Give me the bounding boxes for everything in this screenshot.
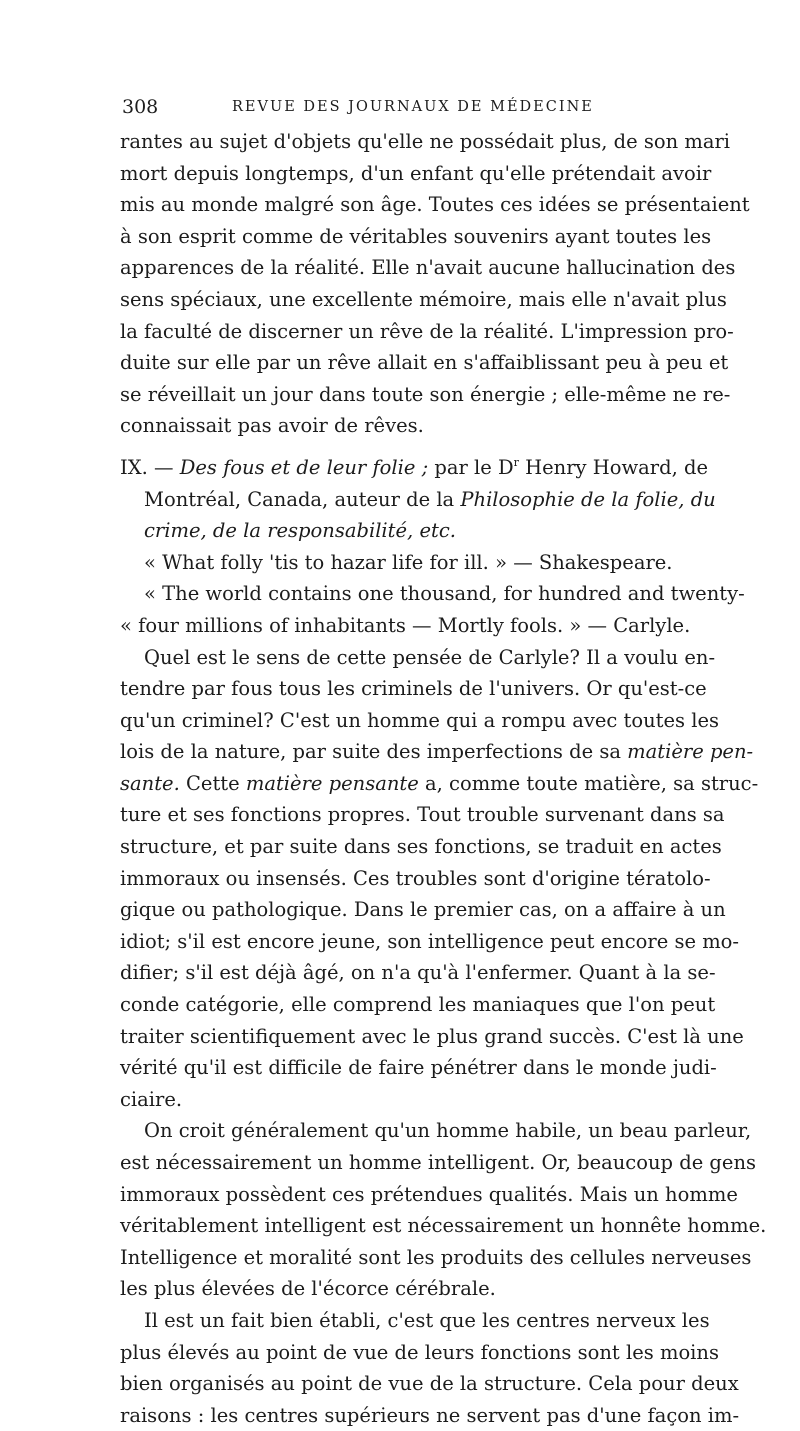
text-line: rantes au sujet d'objets qu'elle ne possédait plus, de son mari (120, 130, 731, 153)
text-line: idiot; s'il est encore jeune, son intelligence peut encore se mo- (120, 929, 740, 953)
text-span: Cette (179, 771, 246, 795)
text-line: difier; s'il est déjà âgé, on n'a qu'à l'enfermer. Quant à la se- (120, 961, 716, 985)
text-line (120, 736, 754, 768)
text-line: sens spéciaux, une excellente mémoire, mais elle n'avait plus (120, 287, 727, 311)
paragraph (120, 1115, 767, 1305)
text-line: plus élevés au point de vue de leurs fonctions sont les moins (120, 1340, 719, 1364)
text-line: tendre par fous tous les criminels de l'univers. Or qu'est-ce (120, 677, 707, 701)
text-line: raisons : les centres supérieurs ne servent pas d'une façon im- (120, 1403, 740, 1427)
text-line: ciaire. (120, 1087, 183, 1111)
page-body (120, 126, 767, 1431)
byline-author: Henry Howard, de (518, 455, 709, 479)
running-title: REVUE DES JOURNAUX DE MÉDECINE (232, 99, 594, 115)
text-line (120, 768, 759, 800)
text-line: Intelligence et moralité sont les produits des cellules nerveuses (120, 1245, 752, 1269)
text-span: a, comme toute matière, sa struc- (418, 771, 759, 795)
text-line: Il est un fait bien établi, c'est que les centres nerveux les (144, 1308, 710, 1332)
text-line: structure, et par suite dans ses fonctions, se traduit en actes (120, 835, 722, 859)
page-number: 308 (122, 96, 159, 118)
section-number: IX. — (120, 455, 180, 479)
text-line: bien organisés au point de vue de la structure. Cela pour deux (120, 1372, 739, 1396)
text-line: apparences de la réalité. Elle n'avait aucune hallucination des (120, 256, 736, 280)
paragraph-continuation (120, 126, 750, 442)
book-title-continued: crime, de la responsabilité, etc. (144, 519, 456, 543)
byline-text: Montréal, Canada, auteur de la (144, 487, 461, 511)
italic-term: matière pensante (245, 771, 419, 795)
italic-term: matière pen- (627, 740, 754, 764)
quote-line: « What folly 'tis to hazar life for ill. » — Shakespeare. (144, 550, 673, 574)
epigraph-carlyle (120, 578, 745, 641)
text-line: vérité qu'il est difficile de faire pénétrer dans le monde judi- (120, 1056, 717, 1080)
text-line: duite sur elle par un rêve allait en s'affaiblissant peu à peu et (120, 351, 729, 375)
italic-term: sante. (120, 771, 180, 795)
text-line: la faculté de discerner un rêve de la réalité. L'impression pro- (120, 319, 734, 343)
section-heading-line (120, 452, 709, 484)
text-line: qu'un criminel? C'est un homme qui a rompu avec toutes les (120, 708, 720, 732)
text-line: à son esprit comme de véritables souvenirs ayant toutes les (120, 224, 712, 248)
text-span: lois de la nature, par suite des imperfections de sa (120, 740, 628, 764)
book-title: Philosophie de la folie, du (460, 487, 716, 511)
section-heading (120, 452, 716, 547)
text-line: traiter scientifiquement avec le plus grand succès. C'est là une (120, 1024, 744, 1048)
text-line: gique ou pathologique. Dans le premier cas, on a affaire à un (120, 898, 726, 922)
text-line: connaissait pas avoir de rêves. (120, 414, 424, 438)
paragraph (120, 642, 759, 1116)
quote-line: « The world contains one thousand, for hundred and twenty- (144, 582, 745, 606)
byline-text: par le D (428, 455, 514, 479)
text-line: est nécessairement un homme intelligent. Or, beaucoup de gens (120, 1151, 757, 1174)
text-line: véritablement intelligent est nécessairement un honnête homme. (120, 1214, 767, 1238)
paragraph (120, 1305, 740, 1431)
text-line: mort depuis longtemps, d'un enfant qu'elle prétendait avoir (120, 161, 712, 185)
text-line: Quel est le sens de cette pensée de Carlyle? Il a voulu en- (144, 645, 716, 669)
section-heading-line (120, 515, 680, 547)
text-line: immoraux possèdent ces prétendues qualités. Mais un homme (120, 1182, 738, 1206)
text-line: mis au monde malgré son âge. Toutes ces idées se présentaient (120, 193, 750, 217)
text-line: On croit généralement qu'un homme habile, un beau parleur, (144, 1119, 752, 1143)
section-title: Des fous et de leur folie ; (179, 455, 429, 479)
section-heading-line (120, 484, 716, 516)
byline-superscript: r (513, 455, 519, 469)
page-header (122, 96, 682, 120)
text-line: les plus élevées de l'écorce cérébrale. (120, 1277, 496, 1301)
text-line: ture et ses fonctions propres. Tout trouble survenant dans sa (120, 803, 725, 827)
text-line: immoraux ou insensés. Ces troubles sont d'origine tératolo- (120, 866, 711, 890)
epigraph-shakespeare (120, 547, 680, 579)
quote-line: « four millions of inhabitants — Mortly fools. » — Carlyle. (120, 613, 691, 637)
text-line: se réveillait un jour dans toute son énergie ; elle-même ne re- (120, 382, 731, 406)
text-line: conde catégorie, elle comprend les maniaques que l'on peut (120, 993, 716, 1017)
